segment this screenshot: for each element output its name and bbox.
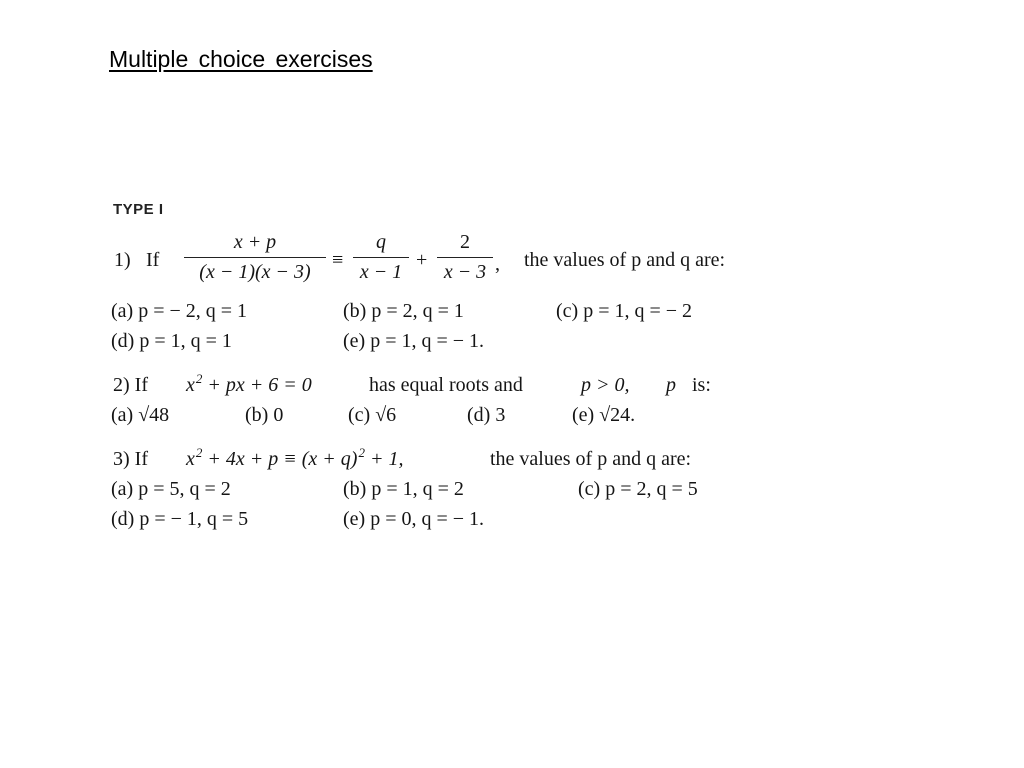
q3-option-b: (b) p = 1, q = 2 — [343, 478, 464, 500]
q1-option-b: (b) p = 2, q = 1 — [343, 300, 464, 322]
q1-equiv: ≡ — [332, 249, 344, 271]
q1-option-d: (d) p = 1, q = 1 — [111, 330, 232, 352]
fraction-bar — [353, 257, 409, 258]
q1-frac2-denominator: x − 1 — [359, 261, 403, 283]
q1-frac1-numerator: x + p — [233, 231, 277, 253]
q2-stem-start: 2) If — [113, 374, 148, 396]
q1-frac3-denominator: x − 3 — [443, 261, 487, 283]
q1-frac1-denominator: (x − 1)(x − 3) — [199, 261, 311, 283]
q1-fraction-2 — [353, 230, 409, 284]
q1-option-a: (a) p = − 2, q = 1 — [111, 300, 248, 322]
q1-fraction-1 — [184, 230, 326, 284]
q1-tail: the values of p and q are: — [524, 249, 726, 271]
q1-option-e: (e) p = 1, q = − 1. — [343, 330, 485, 352]
q1-plus: + — [416, 249, 428, 271]
q1-option-c: (c) p = 1, q = − 2 — [556, 300, 693, 322]
q2-option-a: (a) √48 — [111, 404, 170, 426]
q1-frac2-numerator: q — [376, 231, 386, 253]
q2-option-b: (b) 0 — [245, 404, 284, 426]
q3-equation: $x^2 + 4x + p \equiv (x + q)^2 + 1$, — [186, 445, 404, 470]
q2-option-d: (d) 3 — [467, 404, 506, 426]
q3-option-c: (c) p = 2, q = 5 — [578, 478, 698, 500]
slide-title: Multiple choice exercises — [109, 46, 373, 72]
q3-option-d: (d) p = − 1, q = 5 — [111, 508, 249, 530]
q2-option-e: (e) √24. — [572, 404, 636, 426]
fraction-bar — [437, 257, 493, 258]
q3-tail: the values of p and q are: — [490, 448, 692, 470]
q3-stem-start: 3) If — [113, 448, 148, 470]
q2-option-c: (c) √6 — [348, 404, 397, 426]
q2-equation: $x^2$ + px + 6 = 0 — [186, 371, 312, 396]
q2-variable: p — [666, 374, 676, 396]
type-heading: TYPE I — [113, 201, 164, 218]
fraction-bar — [184, 257, 326, 258]
q1-comma: , — [495, 253, 500, 275]
q2-tail: is: — [692, 374, 711, 396]
q3-option-a: (a) p = 5, q = 2 — [111, 478, 231, 500]
q1-if: If — [146, 249, 160, 271]
q2-condition: p > 0, — [581, 374, 630, 396]
q3-option-e: (e) p = 0, q = − 1. — [343, 508, 485, 530]
q1-frac3-numerator: 2 — [460, 231, 470, 253]
q1-fraction-3 — [437, 230, 493, 284]
q1-number: 1) — [114, 249, 131, 271]
q2-middle: has equal roots and — [369, 374, 523, 396]
